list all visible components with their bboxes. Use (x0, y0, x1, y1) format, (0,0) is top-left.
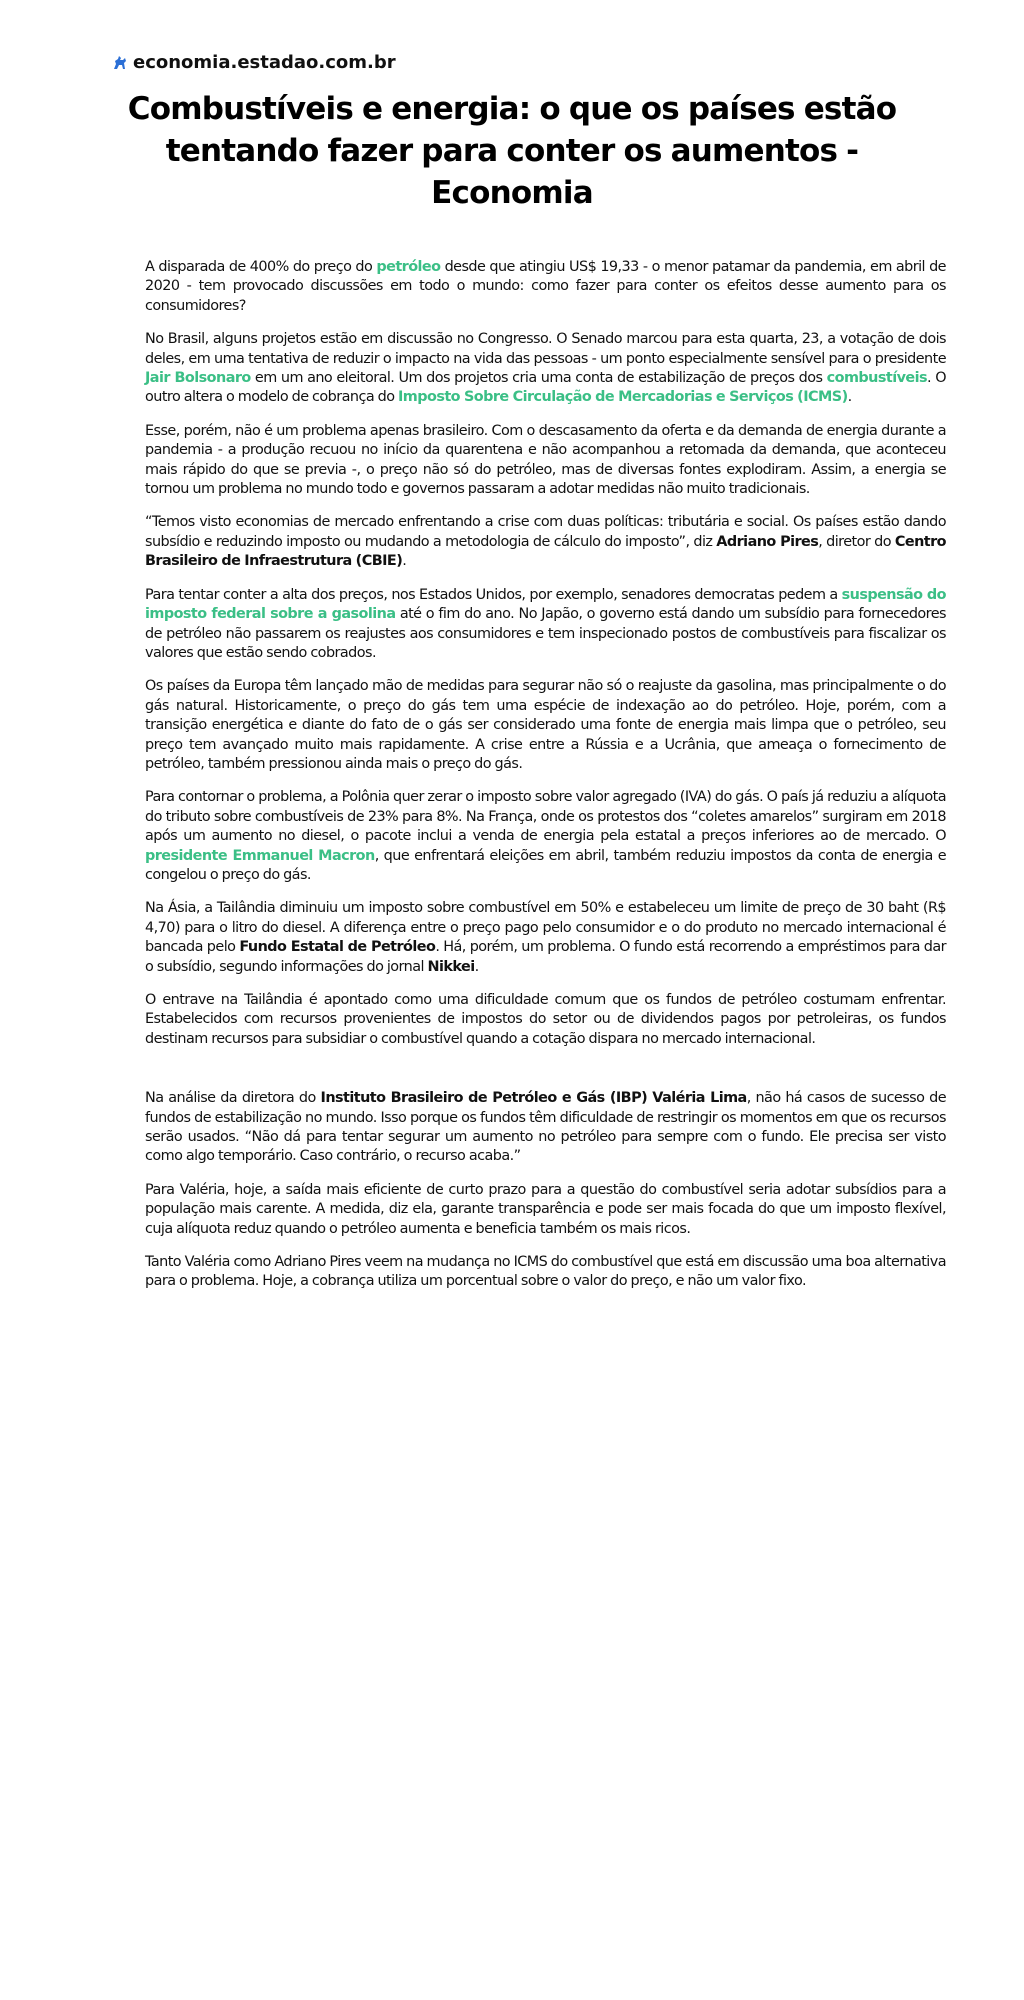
bold-cbie: Centro Brasileiro de Infraestrutura (CBIE) (145, 533, 946, 570)
bold-fundo-estatal: Fundo Estatal de Petróleo (239, 939, 436, 956)
text: em um ano eleitoral. Um dos projetos cria uma conta de estabilização de preços dos (250, 370, 827, 387)
site-domain: economia.estadao.com.br (133, 52, 396, 73)
link-icms[interactable]: Imposto Sobre Circulação de Mercadorias e Serviços (ICMS) (397, 389, 848, 406)
paragraph (145, 422, 946, 500)
bold-nikkei: Nikkei (427, 958, 475, 975)
text: O entrave na Tailândia é apontado como uma dificuldade comum que os fundos de petróleo costumam enfrentar. Estabelecidos com recursos provenientes de impostos do setor ou de dividendos pagos por petroleiras, os fundos destinam recursos para subsidiar o combustível quando a cotação dispara no mercado internacional. (145, 992, 946, 1047)
text: . (402, 553, 407, 570)
paragraph (145, 1181, 946, 1239)
link-suspensao-imposto[interactable]: suspensão do imposto federal sobre a gasolina (145, 586, 946, 623)
text: Na Ásia, a Tailândia diminuiu um imposto sobre combustível em 50% e estabeleceu um limite de preço de 30 baht (R$ 4,70) para o litro do diesel. A diferença entre o preço pago pelo consumidor e o do produto no mercado internacional é bancada pelo (145, 900, 946, 956)
article-body (145, 258, 946, 1292)
paragraph (145, 513, 946, 571)
bold-ibp-valeria-lima: Instituto Brasileiro de Petróleo e Gás (IBP) Valéria Lima (320, 1090, 747, 1107)
text: Esse, porém, não é um problema apenas brasileiro. Com o descasamento da oferta e da demanda de energia durante a pandemia - a produção recuou no início da quarentena e não acompanhou a retomada da demanda, que aconteceu mais rápido do que se previa -, o preço não só do petróleo, mas de diversas fontes explodiram. Assim, a energia se tornou um problema no mundo todo e governos passaram a adotar medidas não muito tradicionais. (145, 422, 946, 498)
text: Para contornar o problema, a Polônia quer zerar o imposto sobre valor agregado (IVA) do gás. O país já reduziu a alíquota do tributo sobre combustíveis de 23% para 8%. Na França, onde os protestos dos “coletes amarelos” surgiram em 2018 após um aumento no diesel, o pacote inclui a venda de energia pela estatal a preços inferiores ao de mercado. O (145, 789, 946, 845)
estadao-horseman-icon (112, 55, 128, 71)
paragraph (145, 1253, 946, 1292)
paragraph (145, 586, 946, 664)
horseman-shape (114, 56, 126, 69)
text: , não há casos de sucesso de fundos de estabilização no mundo. Isso porque os fundos têm dificuldade de restringir os momentos em que os recursos serão usados. “Não dá para tentar segurar um aumento no petróleo para sempre com o fundo. Ele precisa ser visto como algo temporário. Caso contrário, o recurso acaba.” (145, 1090, 947, 1165)
link-petroleo[interactable]: petróleo (376, 259, 441, 275)
text: No Brasil, alguns projetos estão em discussão no Congresso. O Senado marcou para esta quarta, 23, a votação de dois deles, em uma tentativa de reduzir o impacto na vida das pessoas - um ponto especialmente sensível para o presidente (145, 331, 946, 367)
paragraph (145, 788, 946, 885)
text: . (474, 958, 479, 975)
text: Na análise da diretora do (145, 1090, 321, 1107)
link-jair-bolsonaro[interactable]: Jair Bolsonaro (145, 370, 251, 387)
text: . Há, porém, um problema. O fundo está recorrendo a empréstimos para dar o subsídio, segundo informações do jornal (145, 939, 946, 975)
text: desde que atingiu US$ 19,33 - o menor patamar da pandemia, em abril de 2020 - tem provocado discussões em todo o mundo: como fazer para conter os efeitos desse aumento para os consumidores? (145, 259, 946, 314)
paragraph (145, 1089, 946, 1167)
paragraph (145, 677, 946, 774)
text: até o fim do ano. No Japão, o governo está dando um subsídio para fornecedores de petróleo não passarem os reajustes aos consumidores e tem inspecionado postos de combustíveis para fiscalizar os valores que estão sendo cobrados. (145, 606, 946, 661)
text: Tanto Valéria como Adriano Pires veem na mudança no ICMS do combustível que está em discussão uma boa alternativa para o problema. Hoje, a cobrança utiliza um porcentual sobre o valor do preço, e não um valor fixo. (145, 1254, 946, 1290)
text: Os países da Europa têm lançado mão de medidas para segurar não só o reajuste da gasolina, mas principalmente o do gás natural. Historicamente, o preço do gás tem uma espécie de indexação ao do petróleo. Hoje, porém, com a transição energética e diante do fato de o gás ser considerado uma fonte de energia mais limpa que o petróleo, seu preço tem avançado muito mais rapidamente. A crise entre a Rússia e a Ucrânia, que ameaça o fornecimento de petróleo, também pressionou ainda mais o preço do gás. (145, 678, 946, 772)
paragraph (145, 899, 946, 977)
paragraph (145, 991, 946, 1049)
link-combustiveis[interactable]: combustíveis (826, 370, 928, 387)
paragraph (145, 258, 946, 316)
link-emmanuel-macron[interactable]: presidente Emmanuel Macron (145, 847, 375, 864)
text: Para Valéria, hoje, a saída mais eficiente de curto prazo para a questão do combustível seria adotar subsídios para a população mais carente. A medida, diz ela, garante transparência e pode ser mais focada do que um imposto flexível, cuja alíquota reduz quando o petróleo aumenta e beneficia também os mais ricos. (145, 1181, 946, 1237)
text: . (847, 389, 852, 406)
text: Para tentar conter a alta dos preços, nos Estados Unidos, por exemplo, senadores democratas pedem a (145, 586, 842, 603)
text: , que enfrentará eleições em abril, também reduziu impostos da conta de energia e congelou o preço do gás. (145, 847, 947, 883)
text: . O outro altera o modelo de cobrança do (145, 370, 947, 406)
site-header (112, 52, 1024, 74)
text: A disparada de 400% do preço do (145, 259, 377, 275)
paragraph (145, 330, 946, 408)
text: , diretor do (818, 533, 895, 550)
bold-adriano-pires: Adriano Pires (716, 533, 819, 550)
article-title: Combustíveis e energia: o que os países estão tentando fazer para conter os aumentos - Economia (127, 91, 897, 211)
text: “Temos visto economias de mercado enfrentando a crise com duas políticas: tributária e social. Os países estão dando subsídio e reduzindo imposto ou mudando a metodologia de cálculo do imposto”, diz (145, 514, 946, 550)
